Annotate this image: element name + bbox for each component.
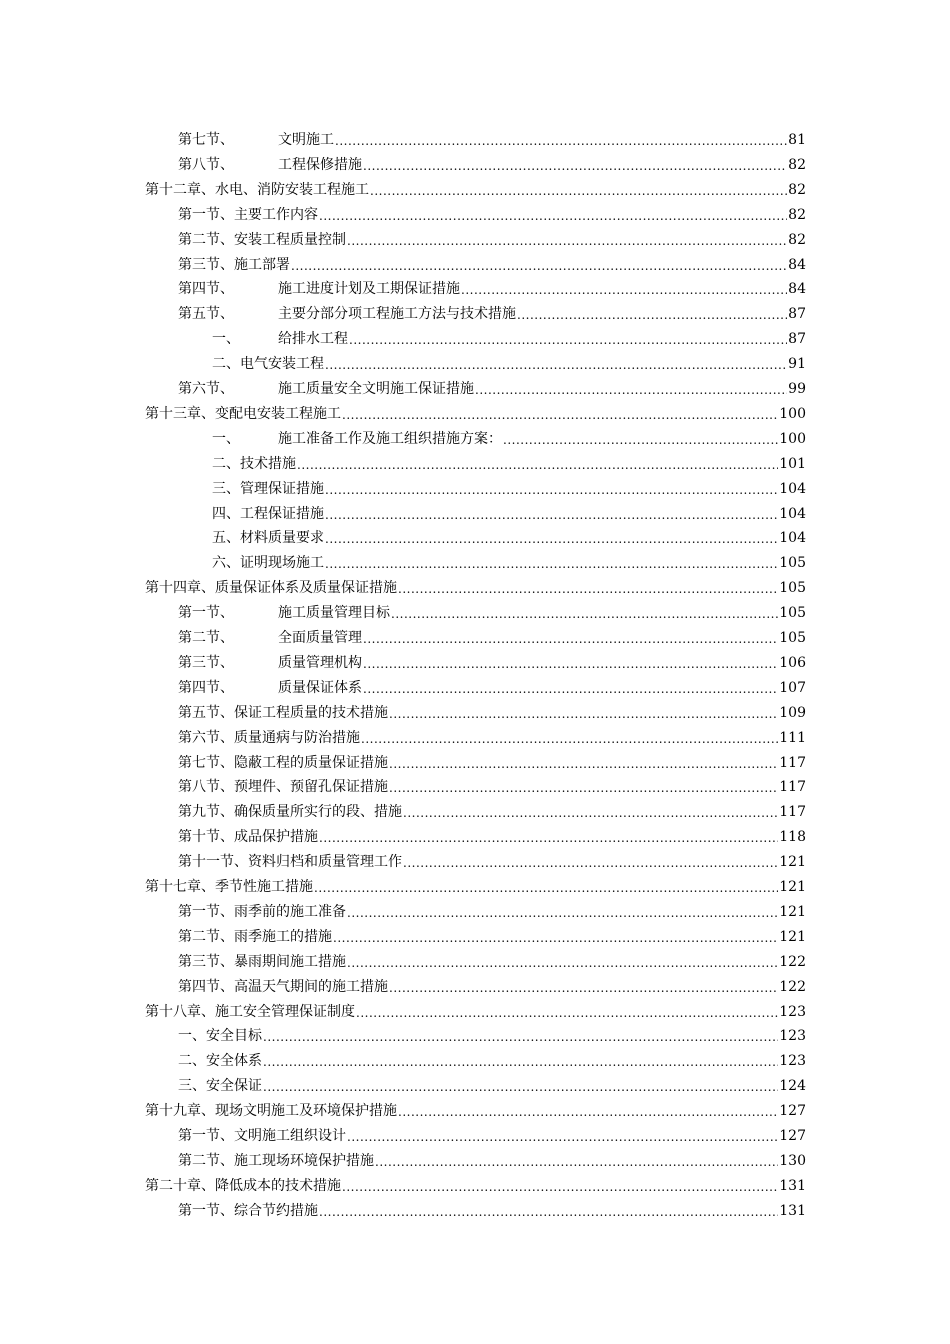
toc-entry-page-number: 106 — [779, 654, 806, 671]
toc-dot-leader — [333, 929, 778, 947]
toc-entry[interactable] — [178, 1021, 806, 1046]
toc-entry-page-number: 111 — [779, 729, 806, 746]
toc-entry-title: 施工准备工作及施工组织措施方案： — [278, 430, 502, 447]
toc-entry-page-number: 99 — [788, 381, 806, 397]
toc-entry[interactable] — [178, 897, 806, 922]
toc-entry[interactable] — [145, 997, 806, 1022]
toc-entry-title: 第十二章、水电、消防安装工程施工 — [145, 181, 369, 198]
toc-entry-page-number: 91 — [788, 356, 806, 373]
toc-entry-title: 第九节、确保质量所实行的段、措施 — [178, 804, 402, 821]
toc-dot-leader — [363, 655, 778, 673]
toc-entry-prefix: 第三节、 — [178, 654, 234, 671]
toc-entry-page-number: 124 — [779, 1078, 806, 1095]
toc-entry-title: 第一节、综合节约措施 — [178, 1202, 318, 1219]
toc-entry[interactable] — [212, 548, 806, 573]
toc-entry-title: 第二十章、降低成本的技术措施 — [145, 1177, 341, 1194]
toc-entry-title: 施工进度计划及工期保证措施 — [278, 281, 460, 298]
toc-entry-title: 四、工程保证措施 — [212, 505, 324, 522]
toc-entry-title: 第一节、雨季前的施工准备 — [178, 903, 346, 920]
toc-dot-leader — [403, 854, 778, 872]
toc-entry-title: 第六节、质量通病与防治措施 — [178, 729, 360, 746]
toc-entry-prefix: 第六节、 — [178, 381, 234, 397]
toc-entry-prefix: 一、 — [212, 331, 240, 348]
toc-entry-title: 三、安全保证 — [178, 1078, 262, 1095]
toc-entry-title: 一、安全目标 — [178, 1028, 262, 1045]
toc-entry-title: 第十七章、季节性施工措施 — [145, 879, 313, 895]
toc-entry-page-number: 117 — [779, 779, 806, 796]
toc-entry-page-number: 82 — [788, 181, 806, 198]
toc-dot-leader — [263, 1053, 778, 1071]
toc-entry-page-number: 117 — [779, 804, 806, 821]
toc-entry[interactable] — [178, 150, 806, 175]
toc-entry-title: 第七节、隐蔽工程的质量保证措施 — [178, 754, 388, 771]
toc-dot-leader — [375, 1153, 778, 1171]
toc-entry-title: 施工质量安全文明施工保证措施 — [278, 381, 474, 397]
toc-entry-title: 第三节、施工部署 — [178, 256, 290, 273]
toc-entry-title: 文明施工 — [278, 132, 334, 148]
toc-entry[interactable] — [145, 573, 806, 598]
toc-entry-page-number: 100 — [779, 405, 806, 422]
toc-dot-leader — [297, 456, 778, 474]
toc-entry-title: 第四节、高温天气期间的施工措施 — [178, 978, 388, 995]
toc-dot-leader — [349, 331, 787, 349]
toc-entry[interactable] — [178, 698, 806, 723]
toc-dot-leader — [398, 580, 778, 598]
toc-entry-title: 五、材料质量要求 — [212, 530, 324, 547]
toc-entry[interactable] — [178, 225, 806, 250]
toc-entry-page-number: 131 — [779, 1202, 806, 1219]
toc-dot-leader — [342, 406, 778, 424]
toc-entry[interactable] — [212, 523, 806, 548]
toc-entry-title: 第二节、施工现场环境保护措施 — [178, 1152, 374, 1169]
toc-entry-title: 第三节、暴雨期间施工措施 — [178, 953, 346, 970]
toc-entry-prefix: 第四节、 — [178, 679, 234, 696]
toc-entry[interactable] — [178, 250, 806, 275]
toc-entry-page-number: 130 — [779, 1152, 806, 1169]
toc-entry[interactable] — [178, 1071, 806, 1096]
toc-entry[interactable] — [178, 723, 806, 748]
toc-entry-title: 工程保修措施 — [278, 156, 362, 173]
toc-dot-leader — [370, 182, 787, 200]
toc-dot-leader — [398, 1103, 778, 1121]
toc-entry-page-number: 82 — [788, 231, 806, 248]
toc-entry-page-number: 121 — [779, 854, 806, 871]
toc-entry[interactable] — [145, 175, 806, 200]
toc-entry-title: 质量管理机构 — [278, 654, 362, 671]
toc-dot-leader — [347, 1128, 778, 1146]
toc-entry-title: 三、管理保证措施 — [212, 480, 324, 497]
toc-entry-page-number: 104 — [779, 505, 806, 522]
toc-dot-leader — [356, 1004, 778, 1022]
toc-entry-title: 给排水工程 — [278, 331, 348, 348]
toc-entry[interactable] — [212, 324, 806, 349]
toc-dot-leader — [314, 879, 778, 897]
toc-entry-prefix: 一、 — [212, 430, 240, 447]
toc-entry-page-number: 84 — [788, 281, 806, 298]
toc-dot-leader — [291, 257, 787, 275]
toc-dot-leader — [335, 132, 787, 150]
toc-entry-title: 第二节、雨季施工的措施 — [178, 928, 332, 945]
toc-entry-page-number: 127 — [779, 1128, 806, 1144]
toc-entry[interactable] — [178, 274, 806, 299]
toc-entry[interactable] — [178, 1196, 806, 1221]
toc-dot-leader — [263, 1078, 778, 1096]
toc-entry-page-number: 122 — [779, 978, 806, 995]
toc-entry-prefix: 第二节、 — [178, 630, 234, 646]
toc-entry[interactable] — [178, 1146, 806, 1171]
toc-entry-page-number: 104 — [779, 480, 806, 497]
toc-dot-leader — [389, 755, 778, 773]
toc-entry-page-number: 82 — [788, 206, 806, 223]
toc-entry[interactable] — [178, 623, 806, 648]
toc-entry-page-number: 127 — [779, 1103, 806, 1120]
toc-entry[interactable] — [212, 499, 806, 524]
toc-entry-page-number: 123 — [779, 1003, 806, 1020]
toc-entry-title: 二、安全体系 — [178, 1053, 262, 1070]
toc-dot-leader — [403, 804, 778, 822]
toc-dot-leader — [342, 1178, 778, 1196]
toc-entry[interactable] — [178, 772, 806, 797]
toc-entry[interactable] — [178, 598, 806, 623]
toc-entry[interactable] — [145, 1096, 806, 1121]
toc-entry-page-number: 121 — [779, 903, 806, 920]
toc-entry[interactable] — [178, 1046, 806, 1071]
toc-dot-leader — [389, 779, 778, 797]
toc-dot-leader — [347, 954, 778, 972]
toc-entry-page-number: 109 — [779, 704, 806, 721]
toc-dot-leader — [325, 530, 778, 548]
toc-dot-leader — [325, 506, 778, 524]
toc-entry[interactable] — [178, 673, 806, 698]
toc-dot-leader — [517, 306, 787, 324]
toc-entry[interactable] — [178, 299, 806, 324]
toc-entry-title: 第八节、预埋件、预留孔保证措施 — [178, 779, 388, 796]
toc-entry-page-number: 107 — [779, 679, 806, 696]
toc-dot-leader — [363, 630, 778, 648]
toc-dot-leader — [319, 207, 787, 225]
toc-entry-title: 第一节、文明施工组织设计 — [178, 1128, 346, 1144]
toc-entry-page-number: 121 — [779, 928, 806, 945]
toc-entry-title: 质量保证体系 — [278, 679, 362, 696]
toc-dot-leader — [325, 356, 787, 374]
toc-entry-prefix: 第四节、 — [178, 281, 234, 298]
toc-entry-page-number: 123 — [779, 1028, 806, 1045]
toc-entry-page-number: 123 — [779, 1053, 806, 1070]
toc-entry[interactable] — [212, 349, 806, 374]
toc-entry-page-number: 100 — [779, 430, 806, 447]
toc-entry-title: 第十节、成品保护措施 — [178, 829, 318, 846]
toc-entry-page-number: 105 — [779, 630, 806, 646]
toc-entry-title: 第十九章、现场文明施工及环境保护措施 — [145, 1103, 397, 1120]
toc-dot-leader — [389, 979, 778, 997]
toc-entry-page-number: 105 — [779, 555, 806, 572]
toc-dot-leader — [391, 605, 778, 623]
toc-entry[interactable] — [178, 947, 806, 972]
toc-dot-leader — [503, 431, 778, 449]
toc-entry[interactable] — [178, 797, 806, 822]
toc-entry-title: 全面质量管理 — [278, 630, 362, 646]
toc-dot-leader — [347, 904, 778, 922]
toc-entry-page-number: 81 — [788, 132, 806, 148]
toc-entry[interactable] — [145, 399, 806, 424]
toc-entry-page-number: 84 — [788, 256, 806, 273]
toc-entry[interactable] — [178, 847, 806, 872]
toc-entry-prefix: 第一节、 — [178, 605, 234, 622]
toc-dot-leader — [475, 381, 787, 399]
toc-dot-leader — [263, 1028, 778, 1046]
toc-entry[interactable] — [178, 125, 806, 150]
toc-entry-title: 第十一节、资料归档和质量管理工作 — [178, 854, 402, 871]
toc-entry[interactable] — [178, 748, 806, 773]
toc-entry-title: 第十八章、施工安全管理保证制度 — [145, 1003, 355, 1020]
toc-entry-page-number: 87 — [788, 331, 806, 348]
toc-entry-title: 第五节、保证工程质量的技术措施 — [178, 704, 388, 721]
toc-entry[interactable] — [212, 449, 806, 474]
toc-entry-title: 第十三章、变配电安装工程施工 — [145, 405, 341, 422]
toc-dot-leader — [363, 680, 778, 698]
toc-entry-title: 主要分部分项工程施工方法与技术措施 — [278, 306, 516, 323]
toc-entry[interactable] — [178, 374, 806, 399]
toc-entry[interactable] — [212, 424, 806, 449]
toc-entry-page-number: 104 — [779, 530, 806, 547]
toc-entry-prefix: 第五节、 — [178, 306, 234, 323]
toc-dot-leader — [347, 232, 787, 250]
toc-entry-page-number: 82 — [788, 156, 806, 173]
toc-entry-page-number: 117 — [779, 754, 806, 771]
toc-entry-title: 第十四章、质量保证体系及质量保证措施 — [145, 580, 397, 597]
toc-dot-leader — [325, 555, 778, 573]
toc-entry-title: 二、技术措施 — [212, 455, 296, 472]
toc-entry[interactable] — [145, 872, 806, 897]
toc-entry-page-number: 101 — [779, 455, 806, 472]
toc-entry-prefix: 第八节、 — [178, 156, 234, 173]
toc-entry-title: 六、证明现场施工 — [212, 555, 324, 572]
toc-entry-page-number: 122 — [779, 953, 806, 970]
toc-entry-title: 二、电气安装工程 — [212, 356, 324, 373]
toc-dot-leader — [319, 1203, 778, 1221]
toc-entry-page-number: 118 — [779, 829, 806, 846]
toc-dot-leader — [461, 281, 787, 299]
toc-dot-leader — [363, 157, 787, 175]
toc-dot-leader — [389, 705, 778, 723]
toc-entry[interactable] — [178, 972, 806, 997]
toc-entry-prefix: 第七节、 — [178, 132, 234, 148]
toc-entry[interactable] — [145, 1171, 806, 1196]
toc-entry[interactable] — [178, 648, 806, 673]
toc-entry-page-number: 105 — [779, 605, 806, 622]
toc-dot-leader — [361, 730, 778, 748]
toc-entry-page-number: 105 — [779, 580, 806, 597]
toc-entry-title: 第二节、安装工程质量控制 — [178, 231, 346, 248]
toc-entry[interactable] — [178, 1121, 806, 1146]
toc-entry-page-number: 131 — [779, 1177, 806, 1194]
toc-entry-page-number: 121 — [779, 879, 806, 895]
toc-entry[interactable] — [178, 822, 806, 847]
toc-entry-title: 施工质量管理目标 — [278, 605, 390, 622]
toc-entry-page-number: 87 — [788, 306, 806, 323]
toc-entry[interactable] — [178, 200, 806, 225]
toc-entry-title: 第一节、主要工作内容 — [178, 206, 318, 223]
toc-entry[interactable] — [178, 922, 806, 947]
toc-dot-leader — [325, 481, 778, 499]
toc-dot-leader — [319, 829, 778, 847]
toc-entry[interactable] — [212, 474, 806, 499]
